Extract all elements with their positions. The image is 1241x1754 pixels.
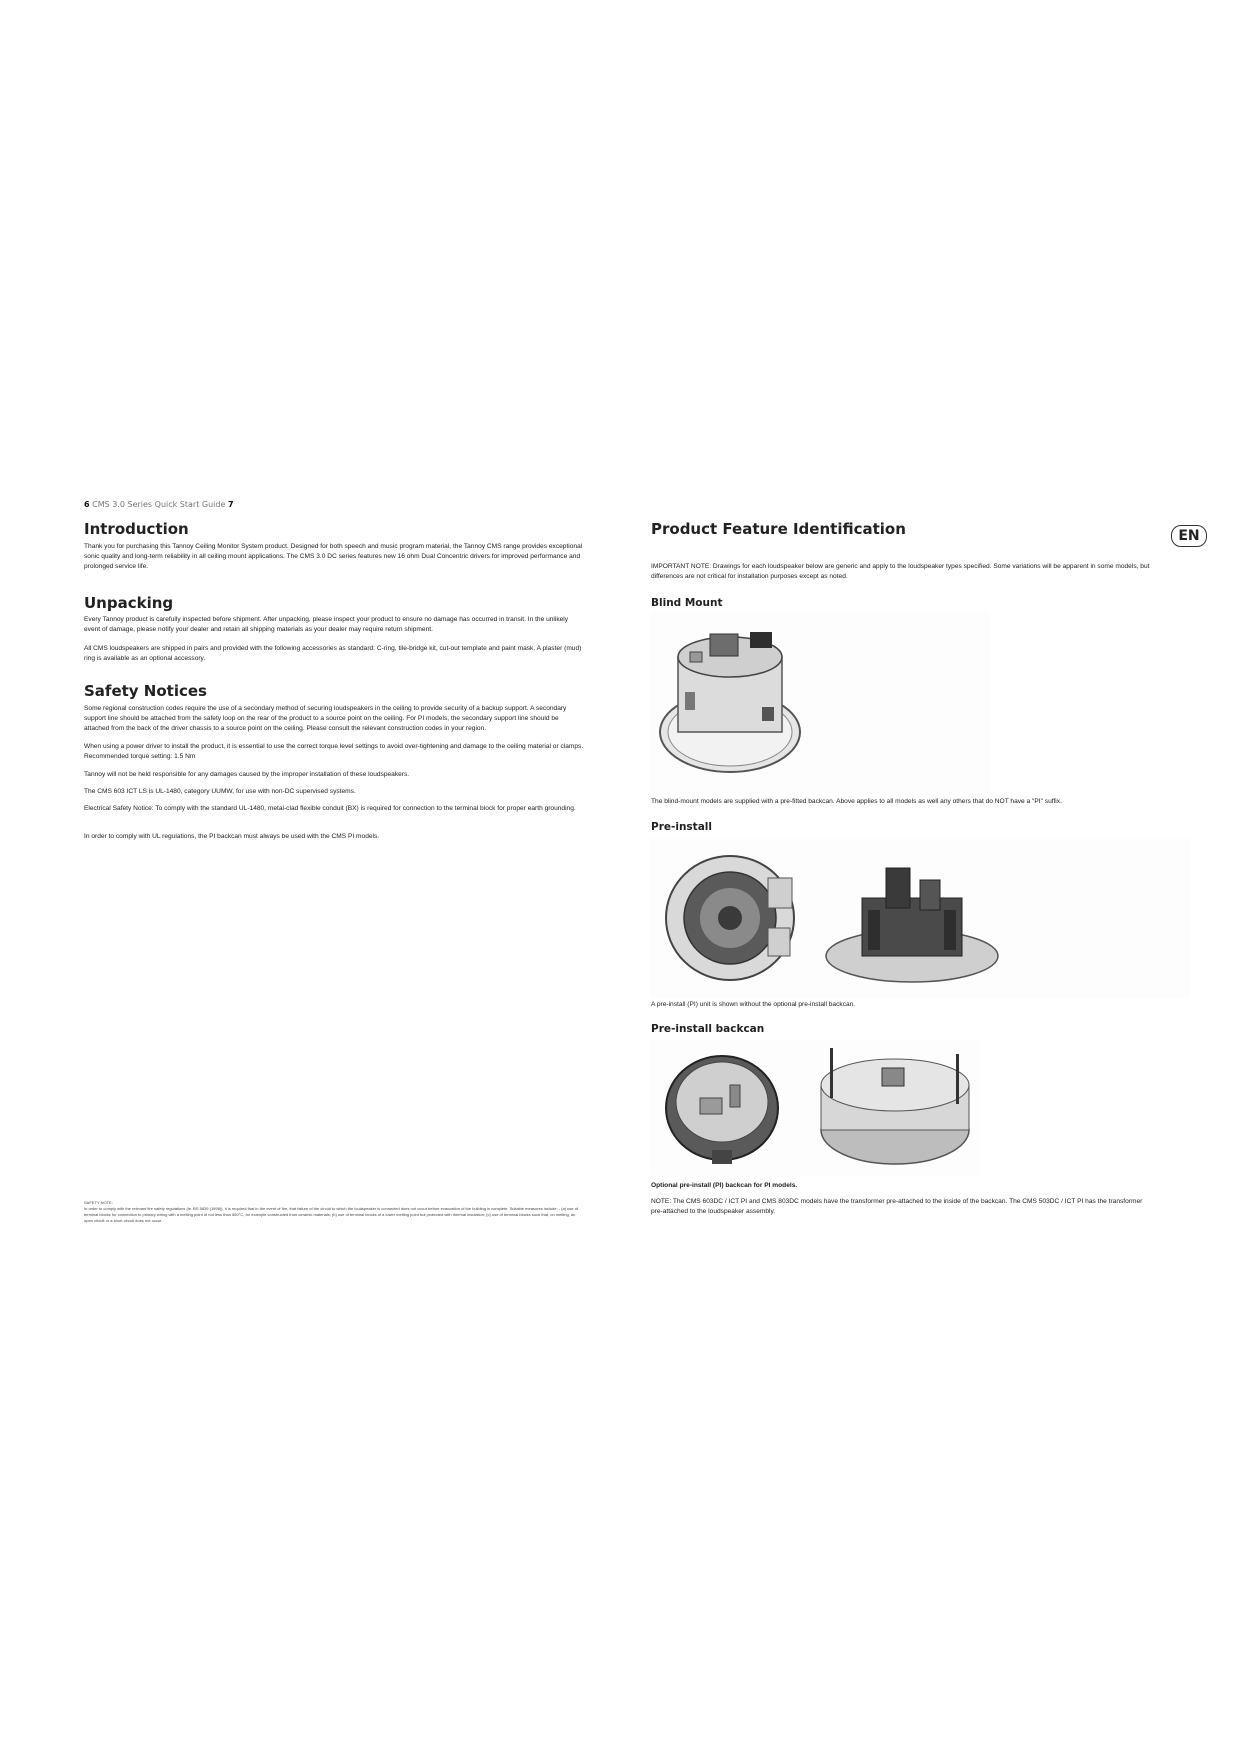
backcan-images (650, 1040, 980, 1175)
important-note: IMPORTANT NOTE: Drawings for each loudspeaker below are generic and apply to the loudspeaker types specified. Some variations will be apparent in some models, but differences are not critical for installation purposes except as noted. (651, 563, 1150, 580)
guide-title: CMS 3.0 Series Quick Start Guide (92, 500, 226, 509)
unpacking-paragraph: All CMS loudspeakers are shipped in pairs and provided with the following accessories as standard: C-ring, tile-bridge kit, cut-out template and paint mask. A plaster (mud) ring is available as an optional accessory. (84, 645, 582, 662)
pre-install-speaker-images (650, 838, 1190, 998)
safety-paragraph: Tannoy will not be held responsible for any damages caused by the improper installation of these loudspeakers. (84, 771, 410, 778)
pre-install-backcan-heading: Pre-install backcan (651, 1023, 765, 1035)
blind-mount-caption: The blind-mount models are supplied with a pre-fitted backcan. Above applies to all models as well any others that do NOT have a "PI" suffix. (651, 798, 1062, 805)
right-page-number: 7 (227, 500, 234, 509)
pre-install-backcan-figure (650, 1040, 980, 1175)
introduction-text: Thank you for purchasing this Tannoy Ceiling Monitor System product. Designed for both speech and music program material, the Tannoy CMS range provides exceptional sonic quality and long-term reliability in all ceiling mount applications. The CMS 3.0 DC series features new 16 ohm Dual Concentric drivers for improved performance and prolonged service life. (84, 543, 583, 570)
unpacking-heading: Unpacking (84, 594, 174, 612)
blind-mount-figure (650, 612, 990, 792)
pre-install-heading: Pre-install (651, 821, 712, 833)
page-header (84, 500, 234, 509)
safety-note (84, 1200, 584, 1224)
left-page-number: 6 (84, 500, 90, 509)
safety-heading: Safety Notices (84, 682, 207, 700)
safety-note-label: SAFETY NOTE: (84, 1200, 113, 1205)
safety-paragraph: Electrical Safety Notice: To comply with the standard UL-1480, metal-clad flexible conduit (BX) is required for connection to the terminal block for proper earth grounding. (84, 805, 576, 812)
pre-install-caption: A pre-install (PI) unit is shown without the optional pre-install backcan. (651, 1001, 856, 1008)
safety-paragraph: Some regional construction codes require the use of a secondary method of securing loudspeakers in the ceiling to provide security of a backup support. A secondary support line should be attached from the safety loop on the rear of the product to a source point on the ceiling. For PI models, the secondary support line should be attached from the back of the driver chassis to a source point on the ceiling. Please consult the relevant construction codes in your region. (84, 705, 567, 732)
safety-paragraph: In order to comply with UL regulations, the PI backcan must always be used with the CMS PI models. (84, 833, 380, 840)
blind-mount-heading: Blind Mount (651, 597, 723, 609)
safety-paragraph: When using a power driver to install the product, it is essential to use the correct torque level settings to avoid over-tightening and damage to the ceiling material or clamps. Recommended torque setting: 1.5 Nm (84, 743, 584, 760)
backcan-note: NOTE: The CMS 603DC / ICT PI and CMS 803DC models have the transformer pre-attached to the inside of the backcan. The CMS 503DC / ICT PI has the transformer pre-attached to the loudspeaker assembly. (651, 1198, 1143, 1215)
backcan-caption: Optional pre-install (PI) backcan for PI models. (651, 1182, 798, 1189)
product-feature-heading: Product Feature Identification (651, 520, 906, 538)
blind-mount-speaker-image (650, 612, 990, 792)
safety-paragraph: The CMS 603 ICT LS is UL-1480, category UUMW, for use with non-DC supervised systems. (84, 788, 356, 795)
safety-note-text: In order to comply with the relevant fire safety regulations (ie. BS 5839 (1998)), it is required that in the event of fire, that failure of the circuit to which the loudspeaker is connected does not occur before evacuation of the building is complete. Suitable measures include: - (a) use of terminal blocks for connection to primary wiring with a melting point of not less than 650°C, for example constructed from ceramic materials; (b) use of terminal blocks of a lower melting point but protected with thermal insulation; (c) use of terminal blocks such that, on melting, an open circuit or a short circuit does not occur. (84, 1206, 579, 1223)
introduction-heading: Introduction (84, 520, 189, 538)
unpacking-paragraph: Every Tannoy product is carefully inspected before shipment. After unpacking, please inspect your product to ensure no damage has occurred in transit. In the unlikely event of damage, please notify your dealer and retain all shipping materials as your dealer may require return shipment. (84, 616, 569, 633)
pre-install-figure (650, 838, 1190, 998)
language-badge: EN (1171, 525, 1207, 547)
